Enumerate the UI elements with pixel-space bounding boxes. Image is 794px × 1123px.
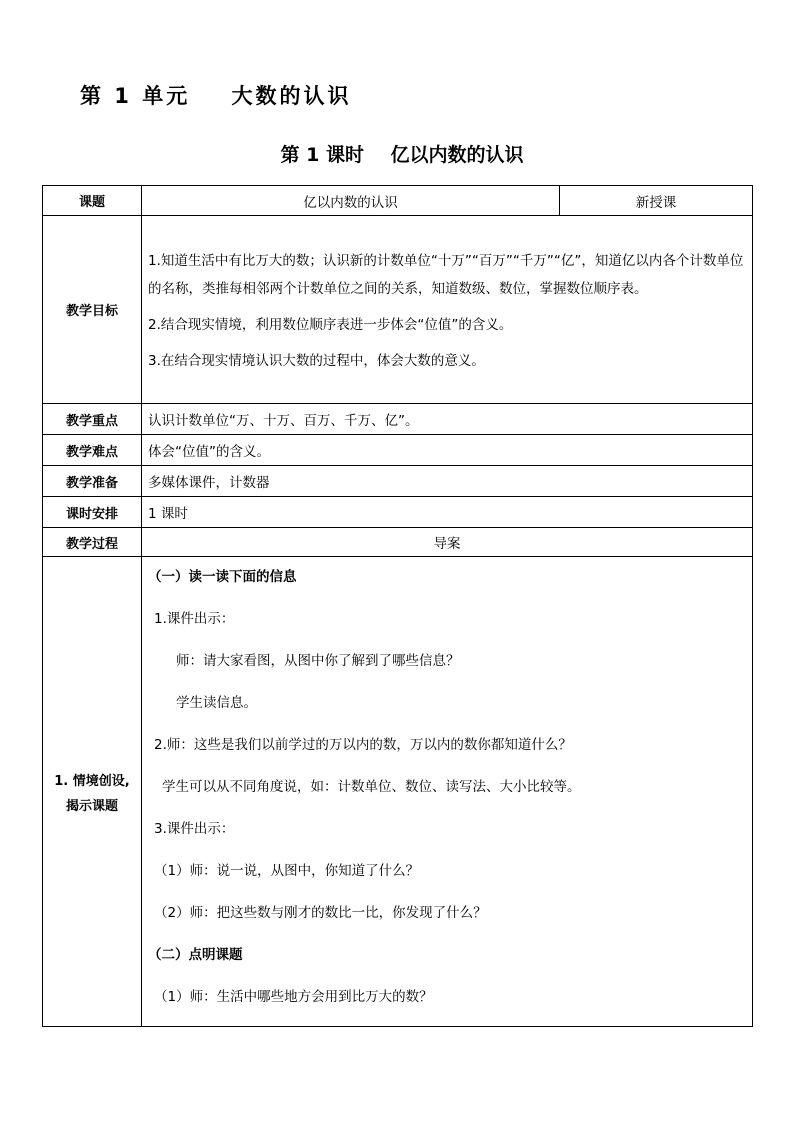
row-key-points: [43, 404, 753, 435]
lesson-type: 新授课: [560, 186, 753, 216]
schedule-label: 课时安排: [43, 497, 142, 528]
process-header: 导案: [142, 528, 753, 557]
difficulty-label: 教学难点: [43, 435, 142, 466]
goal-item-1: 1.知道生活中有比万大的数；认识新的计数单位“十万”“百万”“千万”“亿”，知道亿以内各个计数单位的名称，类推每相邻两个计数单位之间的关系，知道数级、数位，掌握数位顺序表。: [148, 252, 744, 297]
schedule-value: 1 课时: [142, 497, 753, 528]
unit-title: 第 1 单元 大数的认识: [80, 84, 352, 108]
flow-heading-2: （二）点明课题: [148, 947, 243, 963]
topic-value: 亿以内数的认识: [142, 186, 560, 216]
flow-item-2: 师：请大家看图，从图中你了解到了哪些信息？: [176, 653, 460, 669]
flow-item-6: 3.课件出示：: [154, 821, 235, 837]
flow-item-1: 1.课件出示：: [154, 611, 235, 627]
flow-item-4: 2.师：这些是我们以前学过的万以内的数，万以内的数你都知道什么？: [154, 737, 572, 753]
row-schedule: [43, 497, 753, 528]
goals-label: 教学目标: [43, 216, 142, 404]
topic-label: 课题: [43, 186, 142, 216]
prep-value: 多媒体课件，计数器: [142, 466, 753, 497]
section-label-line-2: 揭示课题: [65, 798, 118, 814]
process-label: 教学过程: [43, 528, 142, 557]
row-process: [43, 528, 753, 557]
goals-cell: [142, 216, 753, 404]
flow-item-3: 学生读信息。: [176, 695, 257, 711]
flow-item-8: （2）师：把这些数与刚才的数比一比，你发现了什么？: [154, 905, 487, 921]
difficulty-value: 体会“位值”的含义。: [142, 435, 753, 466]
key-value: 认识计数单位“万、十万、百万、千万、亿”。: [142, 404, 753, 435]
lesson-plan-table: [42, 185, 753, 1027]
row-section-1: [43, 557, 753, 1027]
row-goals: [43, 216, 753, 404]
section-label-line-1: 1. 情境创设,: [54, 773, 130, 789]
flow-item-9: （1）师：生活中哪些地方会用到比万大的数？: [154, 989, 433, 1005]
row-preparation: [43, 466, 753, 497]
section-content: [142, 557, 753, 1027]
row-topic: [43, 186, 753, 216]
prep-label: 教学准备: [43, 466, 142, 497]
section-label: [43, 557, 142, 1027]
lesson-title: 第 1 课时 亿以内数的认识: [280, 144, 524, 166]
goal-item-3: 3.在结合现实情境认识大数的过程中，体会大数的意义。: [148, 352, 485, 369]
flow-heading-1: （一）读一读下面的信息: [148, 569, 297, 585]
key-label: 教学重点: [43, 404, 142, 435]
row-difficulty: [43, 435, 753, 466]
goal-item-2: 2.结合现实情境，利用数位顺序表进一步体会“位值”的含义。: [148, 316, 513, 333]
flow-item-7: （1）师：说一说，从图中，你知道了什么？: [154, 863, 420, 879]
flow-item-5: 学生可以从不同角度说，如：计数单位、数位、读写法、大小比较等。: [162, 779, 581, 795]
